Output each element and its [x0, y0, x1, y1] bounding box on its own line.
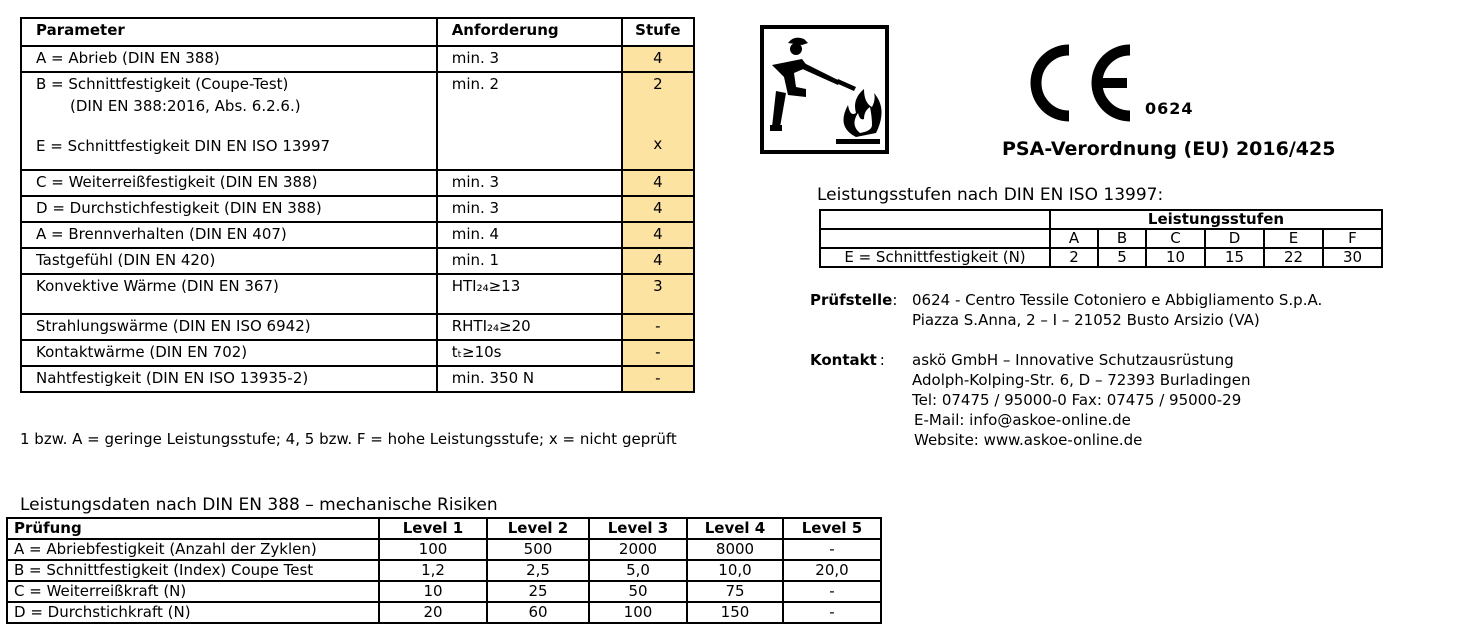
level-cell: -: [622, 340, 694, 366]
param-cell: Tastgefühl (DIN EN 420): [21, 248, 437, 274]
phone-line: Tel: 07475 / 95000-0 Fax: 07475 / 95000-29: [912, 391, 1242, 409]
test-cell: D = Durchstichkraft (N): [7, 602, 379, 623]
pruefstelle-label-group: [810, 290, 897, 310]
param-cell: Nahtfestigkeit (DIN EN ISO 13935-2): [21, 366, 437, 392]
param-cell: Kontaktwärme (DIN EN 702): [21, 340, 437, 366]
en388-title: Leistungsdaten nach DIN EN 388 – mechanische Risiken: [20, 495, 498, 515]
value-cell: 100: [379, 539, 487, 560]
level-cell: 4: [622, 196, 694, 222]
level-header: C: [1146, 229, 1205, 248]
table-row: [21, 314, 694, 340]
requirement-cell: min. 350 N: [437, 366, 622, 392]
column-header: Level 4: [687, 518, 783, 539]
ce-mark-icon: [1025, 44, 1135, 122]
table-row: [7, 560, 881, 581]
level-cell: -: [622, 366, 694, 392]
requirement-cell: min. 3: [437, 46, 622, 72]
value-cell: 50: [589, 581, 687, 602]
value-cell: 25: [487, 581, 589, 602]
kontakt-separator: :: [879, 351, 885, 369]
value-cell: 60: [487, 602, 589, 623]
requirement-cell: min. 3: [437, 196, 622, 222]
table-row: [21, 340, 694, 366]
table-row: [7, 581, 881, 602]
value-cell: 30: [1323, 248, 1382, 267]
value-cell: 20: [379, 602, 487, 623]
value-cell: 15: [1205, 248, 1264, 267]
value-cell: 10: [379, 581, 487, 602]
level-cell: 3: [622, 274, 694, 314]
value-cell: 2,5: [487, 560, 589, 581]
requirement-cell: HTI₂₄≥13: [437, 274, 622, 314]
regulation-text: PSA-Verordnung (EU) 2016/425: [1002, 138, 1336, 160]
column-header: Level 1: [379, 518, 487, 539]
level-header: E: [1264, 229, 1323, 248]
value-cell: 10,0: [687, 560, 783, 581]
table-row: [21, 46, 694, 72]
column-header: Level 5: [783, 518, 881, 539]
param-cell: A = Brennverhalten (DIN EN 407): [21, 222, 437, 248]
address-line: 0624 - Centro Tessile Cotoniero e Abbigliamento S.p.A.: [912, 291, 1323, 309]
value-cell: 150: [687, 602, 783, 623]
level-header: D: [1205, 229, 1264, 248]
value-cell: 2000: [589, 539, 687, 560]
en388-table: [6, 517, 882, 624]
column-header: Prüfung: [7, 518, 379, 539]
value-cell: -: [783, 602, 881, 623]
level-cell: -: [622, 314, 694, 340]
group-header: Leistungsstufen: [1050, 210, 1382, 229]
value-cell: 20,0: [783, 560, 881, 581]
heat-flame-pictogram-icon: [760, 25, 889, 154]
table-row: [7, 539, 881, 560]
column-header: Level 2: [487, 518, 589, 539]
table-row: [21, 196, 694, 222]
column-header: Stufe: [622, 18, 694, 46]
value-cell: -: [783, 539, 881, 560]
test-cell: C = Weiterreißkraft (N): [7, 581, 379, 602]
value-cell: 75: [687, 581, 783, 602]
level-value: 2: [653, 75, 663, 93]
address-line: Adolph-Kolping-Str. 6, D – 72393 Burladingen: [912, 371, 1251, 389]
param-cell: A = Abrieb (DIN EN 388): [21, 46, 437, 72]
requirement-cell: min. 4: [437, 222, 622, 248]
value-cell: 10: [1146, 248, 1205, 267]
pruefstelle-separator: :: [892, 291, 898, 309]
value-cell: 5: [1098, 248, 1146, 267]
param-text: B = Schnittfestigkeit (Coupe-Test): [36, 75, 289, 93]
value-cell: 500: [487, 539, 589, 560]
address-line: Piazza S.Anna, 2 – I – 21052 Busto Arsizio (VA): [912, 311, 1260, 329]
table-row: [21, 222, 694, 248]
requirement-cell: min. 2: [437, 72, 622, 170]
param-cell: [21, 72, 437, 170]
row-label: E = Schnittfestigkeit (N): [820, 248, 1050, 267]
kontakt-label-group: [810, 350, 885, 370]
test-cell: B = Schnittfestigkeit (Index) Coupe Test: [7, 560, 379, 581]
table-row: [21, 248, 694, 274]
param-subtext: (DIN EN 388:2016, Abs. 6.2.6.): [70, 97, 301, 115]
pruefstelle-address: [912, 290, 1322, 330]
column-header: Anforderung: [437, 18, 622, 46]
level-cell: 4: [622, 248, 694, 274]
value-cell: 22: [1264, 248, 1323, 267]
column-header: Parameter: [21, 18, 437, 46]
table-header-row: [21, 18, 694, 46]
table-row: [21, 366, 694, 392]
test-cell: A = Abriebfestigkeit (Anzahl der Zyklen): [7, 539, 379, 560]
address-line: askö GmbH – Innovative Schutzausrüstung: [912, 351, 1234, 369]
level-cell: 4: [622, 46, 694, 72]
email-link[interactable]: E-Mail: info@askoe-online.de: [914, 411, 1131, 429]
table-header-row: [820, 210, 1382, 229]
level-cell: 4: [622, 222, 694, 248]
table-row: [820, 248, 1382, 267]
param-extra-text: E = Schnittfestigkeit DIN EN ISO 13997: [36, 137, 331, 155]
table-row: [21, 72, 694, 170]
value-cell: -: [783, 581, 881, 602]
value-cell: 8000: [687, 539, 783, 560]
level-extra-value: x: [653, 135, 663, 153]
table-row: [21, 170, 694, 196]
param-cell: Konvektive Wärme (DIN EN 367): [21, 274, 437, 314]
value-cell: 1,2: [379, 560, 487, 581]
iso13997-table: [819, 209, 1383, 268]
table-header-row: [7, 518, 881, 539]
requirement-cell: min. 3: [437, 170, 622, 196]
value-cell: 5,0: [589, 560, 687, 581]
value-cell: 2: [1050, 248, 1098, 267]
iso13997-title: Leistungsstufen nach DIN EN ISO 13997:: [817, 185, 1164, 205]
column-header: Level 3: [589, 518, 687, 539]
parameter-table: [20, 17, 695, 393]
table-row: [21, 274, 694, 314]
pruefstelle-label: Prüfstelle: [810, 291, 893, 309]
param-cell: D = Durchstichfestigkeit (DIN EN 388): [21, 196, 437, 222]
level-header: F: [1323, 229, 1382, 248]
requirement-cell: RHTI₂₄≥20: [437, 314, 622, 340]
level-header: A: [1050, 229, 1098, 248]
notified-body-number: 0624: [1145, 99, 1194, 118]
kontakt-label: Kontakt: [810, 351, 877, 369]
table-row: [7, 602, 881, 623]
level-cell: [622, 72, 694, 170]
level-header: B: [1098, 229, 1146, 248]
website-link[interactable]: Website: www.askoe-online.de: [914, 431, 1143, 449]
param-cell: Strahlungswärme (DIN EN ISO 6942): [21, 314, 437, 340]
param-cell: C = Weiterreißfestigkeit (DIN EN 388): [21, 170, 437, 196]
kontakt-address: [912, 350, 1251, 450]
requirement-cell: tₜ≥10s: [437, 340, 622, 366]
footnote: 1 bzw. A = geringe Leistungsstufe; 4, 5 bzw. F = hohe Leistungsstufe; x = nicht geprüft: [20, 430, 677, 448]
requirement-cell: min. 1: [437, 248, 622, 274]
value-cell: 100: [589, 602, 687, 623]
level-cell: 4: [622, 170, 694, 196]
table-header-row: [820, 229, 1382, 248]
